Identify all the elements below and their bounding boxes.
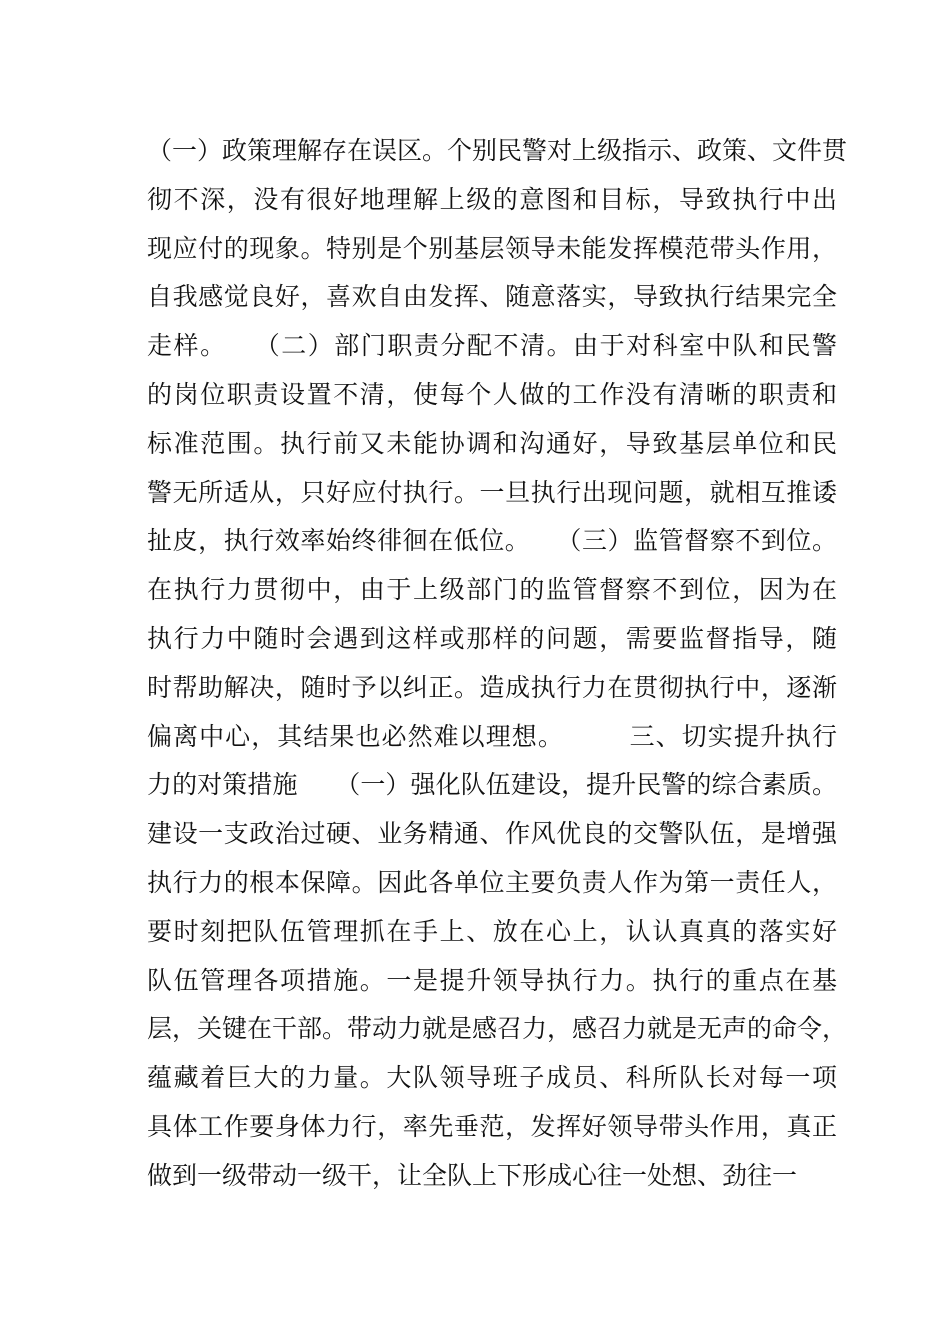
text-line: 队伍管理各项措施。一是提升领导执行力。执行的重点在基: [147, 965, 837, 995]
text-line: 警无所适从，只好应付执行。一旦执行出现问题，就相互推诿: [147, 477, 837, 507]
text-line: 建设一支政治过硬、业务精通、作风优良的交警队伍，是增强: [147, 819, 837, 849]
text-line: 走样。 （二）部门职责分配不清。由于对科室中队和民警: [147, 331, 837, 361]
text-line: 层，关键在干部。带动力就是感召力，感召力就是无声的命令，: [147, 1014, 848, 1044]
text-line: （一）政策理解存在误区。个别民警对上级指示、政策、文件贯: [147, 136, 848, 165]
text-line: 标准范围。执行前又未能协调和沟通好，导致基层单位和民: [147, 428, 837, 458]
text-line: 要时刻把队伍管理抓在手上、放在心上，认认真真的落实好: [147, 916, 837, 946]
text-line: 时帮助解决，随时予以纠正。造成执行力在贯彻执行中，逐渐: [147, 672, 837, 702]
text-line: 偏离中心，其结果也必然难以理想。 三、切实提升执行: [147, 721, 837, 751]
text-line: 自我感觉良好，喜欢自由发挥、随意落实，导致执行结果完全: [147, 282, 837, 312]
text-line: 执行力中随时会遇到这样或那样的问题，需要监督指导，随: [147, 623, 837, 653]
text-line: 执行力的根本保障。因此各单位主要负责人作为第一责任人，: [147, 867, 837, 897]
text-line: 彻不深，没有很好地理解上级的意图和目标，导致执行中出: [147, 184, 837, 214]
text-line: 在执行力贯彻中，由于上级部门的监管督察不到位，因为在: [147, 575, 837, 605]
text-line: 力的对策措施 （一）强化队伍建设，提升民警的综合素质。: [147, 770, 837, 800]
text-line: 扯皮，执行效率始终徘徊在低位。 （三）监管督察不到位。: [147, 526, 837, 556]
body-text: [147, 127, 848, 1201]
text-line: 的岗位职责设置不清，使每个人做的工作没有清晰的职责和: [147, 379, 837, 409]
text-line: 现应付的现象。特别是个别基层领导未能发挥模范带头作用，: [147, 233, 837, 263]
text-line: 做到一级带动一级干，让全队上下形成心往一处想、劲往一: [147, 1160, 798, 1190]
text-line: 具体工作要身体力行，率先垂范，发挥好领导带头作用，真正: [147, 1111, 837, 1141]
text-line: 蕴藏着巨大的力量。大队领导班子成员、科所队长对每一项: [147, 1063, 837, 1093]
